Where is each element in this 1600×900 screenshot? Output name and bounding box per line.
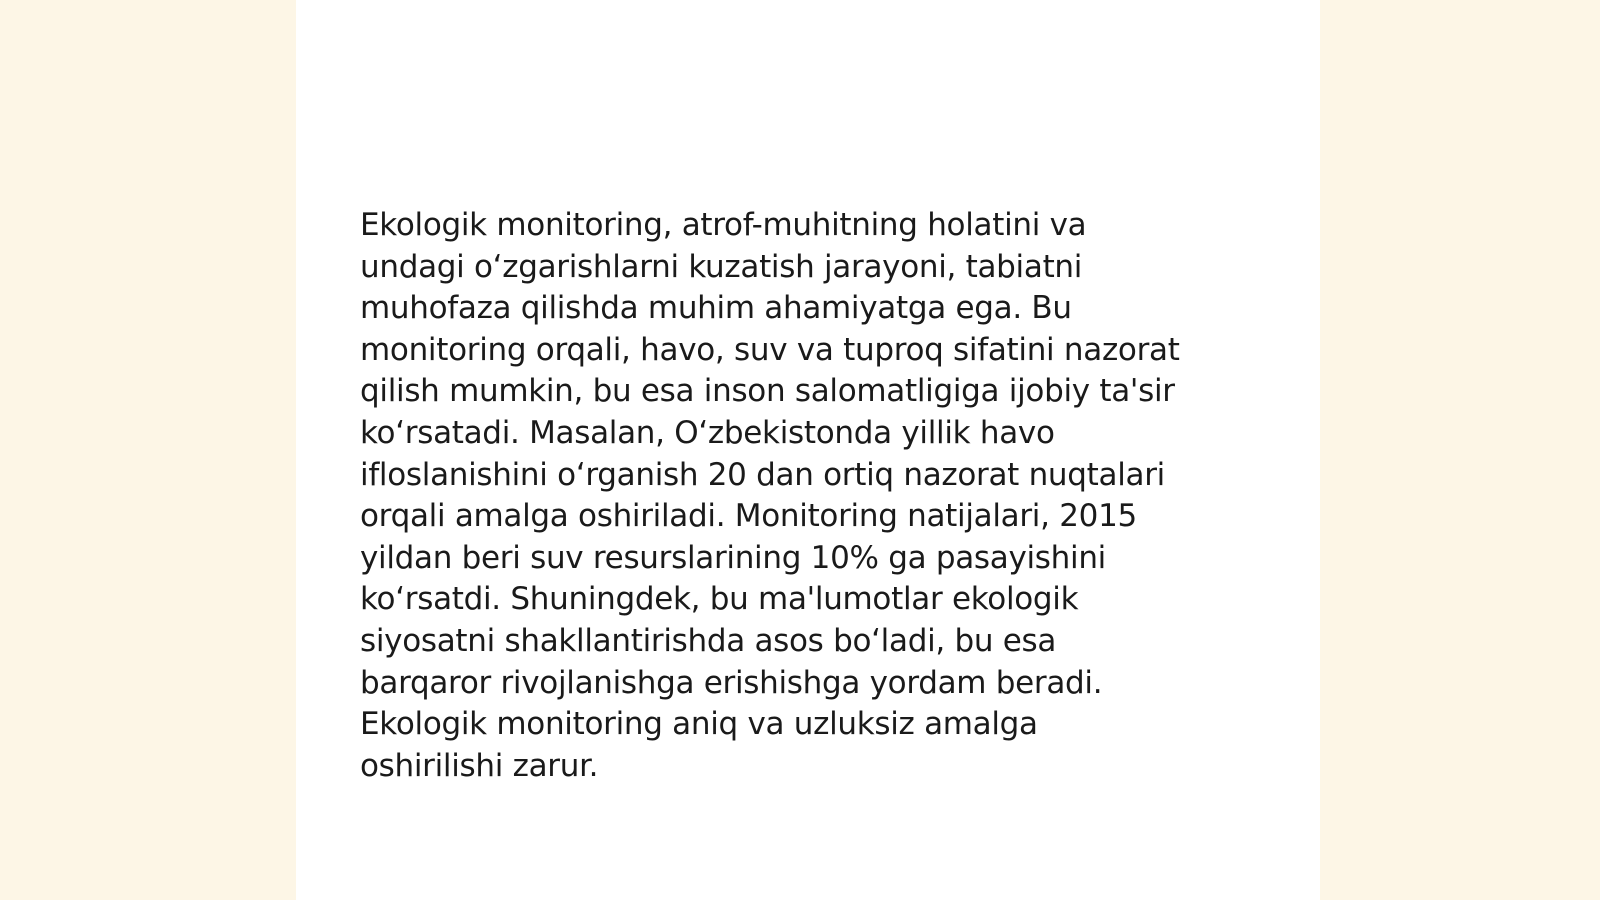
paragraph-line: barqaror rivojlanishga erishishga yordam beradi. <box>360 664 1103 701</box>
paragraph-line: Ekologik monitoring aniq va uzluksiz amalga <box>360 706 1038 743</box>
paragraph-line: siyosatni shakllantirishda asos bo‘ladi, bu esa <box>360 622 1057 659</box>
paragraph-line: muhofaza qilishda muhim ahamiyatga ega. Bu <box>360 290 1072 327</box>
paragraph-line: ko‘rsatadi. Masalan, O‘zbekistonda yillik havo <box>360 414 1055 451</box>
paragraph-line: qilish mumkin, bu esa inson salomatligiga ijobiy ta'sir <box>360 373 1175 410</box>
paragraph-line: oshirilishi zarur. <box>360 747 599 784</box>
paragraph-line: monitoring orqali, havo, suv va tuproq sifatini nazorat <box>360 331 1180 368</box>
paragraph-line: Ekologik monitoring, atrof-muhitning holatini va <box>360 207 1087 243</box>
paragraph-line: orqali amalga oshiriladi. Monitoring natijalari, 2015 <box>360 498 1137 535</box>
paragraph-line: yildan beri suv resurslarining 10% ga pasayishini <box>360 539 1106 576</box>
paragraph-line: ko‘rsatdi. Shuningdek, bu ma'lumotlar ekologik <box>360 581 1079 618</box>
paragraph-line: ifloslanishini o‘rganish 20 dan ortiq nazorat nuqtalari <box>360 456 1165 493</box>
document-sheet <box>296 0 1320 900</box>
body-paragraph <box>360 205 1260 787</box>
paragraph-line: undagi o‘zgarishlarni kuzatish jarayoni, tabiatni <box>360 248 1083 285</box>
